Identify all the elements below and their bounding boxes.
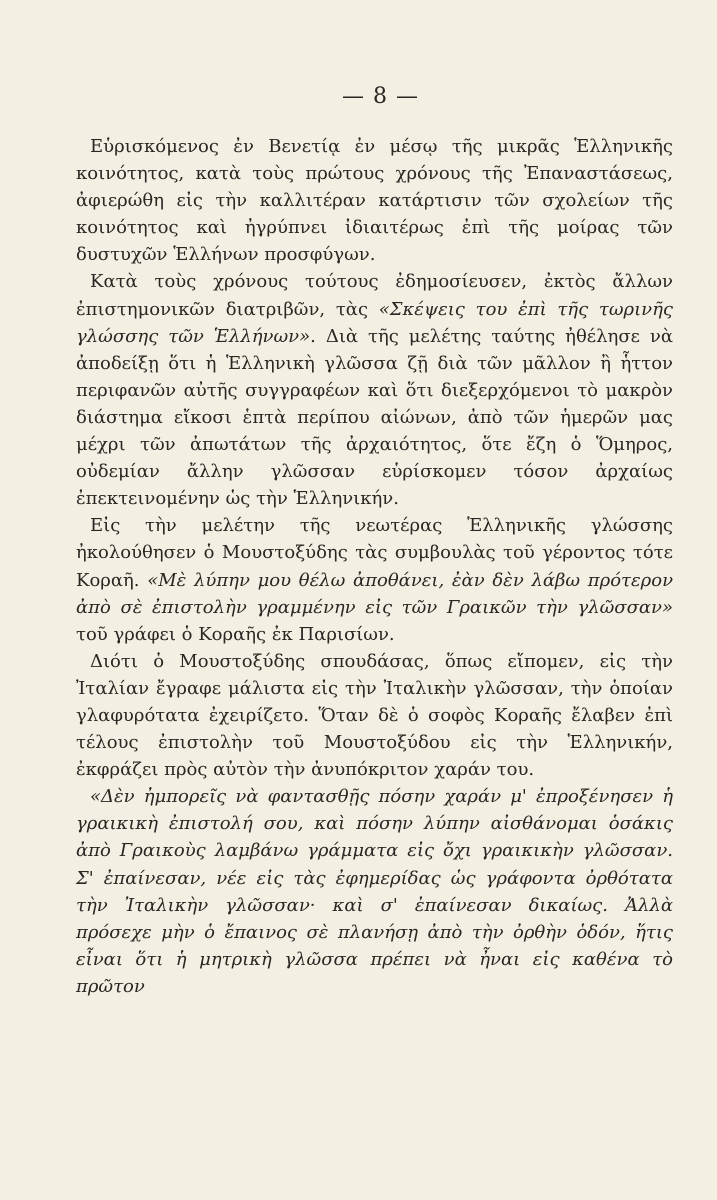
body-text — [76, 133, 673, 1000]
text-run: Εὑρισκόμενος ἐν Βενετίᾳ ἐν μέσῳ τῆς μικρᾶς Ἑλληνικῆς κοινότητος, κατὰ τοὺς πρώτους χρόνους τῆς Ἐπαναστάσεως, ἀφιερώθη εἰς τὴν καλλιτέραν κατάρτισιν τῶν σχολείων τῆς κοινότητος καὶ ἠγρύπνει ἰδιαιτέρως ἐπὶ τῆς μοίρας τῶν δυστυχῶν Ἑλλήνων προσφύγων. — [76, 136, 673, 266]
paragraph — [76, 133, 673, 268]
text-run: Κατὰ τοὺς χρόνους τούτους ἐδημοσίευσεν, ἐκτὸς ἄλλων ἐπιστημονικῶν διατριβῶν, τὰς — [76, 271, 673, 320]
text-run: Εἰς τὴν μελέτην τῆς νεωτέρας Ἑλληνικῆς γλώσσης ἠκολούθησεν ὁ Μουστοξύδης τὰς συμβουλὰς τοῦ γέροντος τότε Κοραῆ. — [76, 515, 673, 591]
italic-title: «Σκέψεις του ἐπὶ τῆς τωρινῆς γλώσσης τῶν Ἑλλήνων» — [76, 298, 673, 347]
paragraph — [76, 648, 673, 783]
text-run: . Διὰ τῆς μελέτης ταύτης ἠθέλησε νὰ ἀποδείξῃ ὅτι ἡ Ἑλληνικὴ γλῶσσα ζῇ διὰ τῶν μᾶλλον ἢ ἧττον περιφανῶν αὐτῆς συγγραφέων καὶ ὅτι διεξερχόμενοι τὸ μακρὸν διάστημα εἴκοσι ἑπτὰ περίπου αἰώνων, ἀπὸ τῶν ἡμερῶν μας μέχρι τῶν ἀπωτάτων τῆς ἀρχαιότητος, ὅτε ἔζη ὁ Ὅμηρος, οὐδεμίαν ἄλλην γλῶσσαν εὑρίσκομεν τόσον ἀρχαίως ἐπεκτεινομένην ὡς τὴν Ἑλληνικήν. — [76, 325, 673, 510]
paragraph — [76, 783, 673, 1000]
italic-quote: «Δὲν ἠμπορεῖς νὰ φαντασθῇς πόσην χαράν μ' ἐπροξένησεν ἡ γραικικὴ ἐπιστολή σου, καὶ πόσην λύπην αἰσθάνομαι ὁσάκις ἀπὸ Γραικοὺς λαμβάνω γράμματα εἰς ὄχι γραικικὴν γλῶσσαν. Σ' ἐπαίνεσαν, νέε εἰς τὰς ἐφημερίδας ὡς γράφοντα ὀρθότατα τὴν Ἰταλικὴν γλῶσσαν· καὶ σ' ἐπαίνεσαν δικαίως. Ἀλλὰ πρόσεχε μὴν ὁ ἔπαινος σὲ πλανήσῃ ἀπὸ τὴν ὀρθὴν ὁδόν, ἥτις εἶναι ὅτι ἡ μητρικὴ γλῶσσα πρέπει νὰ ἦναι εἰς καθένα τὸ πρῶτον — [76, 786, 673, 997]
text-run: Διότι ὁ Μουστοξύδης σπουδάσας, ὅπως εἴπομεν, εἰς τὴν Ἰταλίαν ἔγραφε μάλιστα εἰς τὴν Ἰταλικὴν γλῶσσαν, τὴν ὁποίαν γλαφυρότατα ἐχειρίζετο. Ὅταν δὲ ὁ σοφὸς Κοραῆς ἔλαβεν ἐπὶ τέλους ἐπιστολὴν τοῦ Μουστοξύδου εἰς τὴν Ἑλληνικήν, ἐκφράζει πρὸς αὐτὸν τὴν ἀνυπόκριτον χαράν του. — [76, 650, 673, 781]
text-run: τοῦ γράφει ὁ Κοραῆς ἐκ Παρισίων. — [76, 623, 395, 645]
italic-quote: «Μὲ λύπην μου θέλω ἀποθάνει, ἐὰν δὲν λάβω πρότερον ἀπὸ σὲ ἐπιστολὴν γραμμένην εἰς τῶν Γραικῶν τὴν γλῶσσαν» — [76, 569, 674, 618]
paragraph — [76, 512, 673, 647]
paragraph — [76, 268, 673, 512]
page-number: — 8 — — [342, 84, 419, 109]
